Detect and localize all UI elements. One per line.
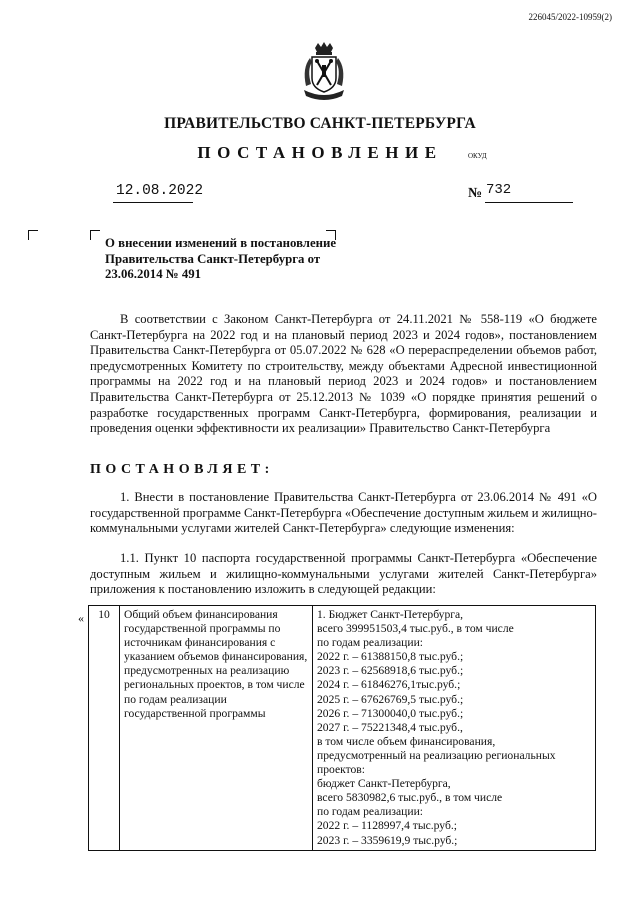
item-1-paragraph: 1. Внести в постановление Правительства Санкт-Петербурга от 23.06.2014 № 491 «О государственной программе Санкт-Петербурга «Обеспечение доступным жильем и жилищно-коммунальными услугами жителей Санкт-Петербурга» следующие изменения:: [90, 490, 597, 536]
detail-line: бюджет Санкт-Петербурга,: [317, 777, 451, 791]
detail-line: 2023 г. – 62568918,6 тыс.руб.;: [317, 664, 464, 678]
detail-line: 2025 г. – 67626769,5 тыс.руб.;: [317, 692, 464, 706]
detail-line: 2024 г. – 61846276,1тыс.руб.;: [317, 678, 461, 692]
open-quote-mark: «: [78, 611, 84, 625]
margin-corner-mark: [28, 230, 38, 240]
number-underline: [485, 202, 573, 203]
okud-label: ОКУД: [468, 152, 487, 160]
organization-title: ПРАВИТЕЛЬСТВО САНКТ-ПЕТЕРБУРГА: [164, 115, 476, 132]
detail-line: 2026 г. – 71300040,0 тыс.руб.;: [317, 706, 464, 720]
detail-line: предусмотренный на реализацию региональных: [317, 748, 556, 762]
detail-line: в том числе объем финансирования,: [317, 734, 496, 748]
item-1-1-paragraph: 1.1. Пункт 10 паспорта государственной программы Санкт-Петербурга «Обеспечение доступным жильем и жилищно-коммунальными услугами жителей Санкт-Петербурга» приложения к постановлению изложить в следующей редакции:: [90, 551, 597, 597]
detail-line: всего 399951503,4 тыс.руб., в том числе: [317, 622, 514, 636]
subject-corner-left: [90, 230, 100, 240]
financing-table: [88, 605, 596, 851]
detail-line: 1. Бюджет Санкт-Петербурга,: [317, 608, 464, 621]
detail-line: проектов:: [317, 763, 365, 777]
number-sign: №: [468, 186, 483, 201]
detail-line: по годам реализации:: [317, 636, 423, 650]
coat-of-arms-emblem: [298, 40, 350, 104]
row-name: Общий объем финансирования государственной программы по источникам финансирования с указанием объемов финансирования, предусмотренных на реализацию региональных проектов, в том числе по годам реализации государственной программы: [120, 606, 313, 851]
preamble-paragraph: В соответствии с Законом Санкт-Петербурга от 24.11.2021 № 558-119 «О бюджете Санкт-Петербурга на 2022 год и на плановый период 2023 и 2024 годов», постановлением Правительства Санкт-Петербурга от 05.07.2022 № 628 «О перераспределении объемов работ, предусмотренных Комитету по строительству, между объектами Адресной инвестиционной программы на 2022 год и на плановый период 2023 и 2024 годов» и постановлением Правительства Санкт-Петербурга от 25.12.2013 № 1039 «О порядке принятия решений о разработке государственных программ Санкт-Петербурга, формирования, реализации и проведения оценки эффективности их реализации» Правительство Санкт-Петербурга: [90, 312, 597, 436]
document-date: 12.08.2022: [116, 183, 204, 199]
document-number: 732: [486, 182, 512, 198]
detail-line: 2022 г. – 61388150,8 тыс.руб.;: [317, 650, 464, 664]
row-details: [313, 606, 596, 851]
date-underline: [113, 202, 193, 203]
document-subject: О внесении изменений в постановление Правительства Санкт-Петербурга от 23.06.2014 № 491: [105, 236, 337, 281]
document-type: ПОСТАНОВЛЕНИЕ: [197, 143, 443, 162]
detail-line: 2027 г. – 75221348,4 тыс.руб.,: [317, 720, 463, 734]
row-number: 10: [89, 606, 120, 851]
detail-line: 2022 г. – 1128997,4 тыс.руб.;: [317, 819, 457, 833]
detail-line: всего 5830982,6 тыс.руб., в том числе: [317, 791, 503, 805]
table-row: [89, 606, 596, 851]
resolves-heading: ПОСТАНОВЛЯЕТ:: [90, 462, 274, 477]
detail-line: 2023 г. – 3359619,9 тыс.руб.;: [317, 833, 458, 847]
document-id: 226045/2022-10959(2): [528, 12, 612, 22]
detail-line: по годам реализации:: [317, 805, 423, 819]
